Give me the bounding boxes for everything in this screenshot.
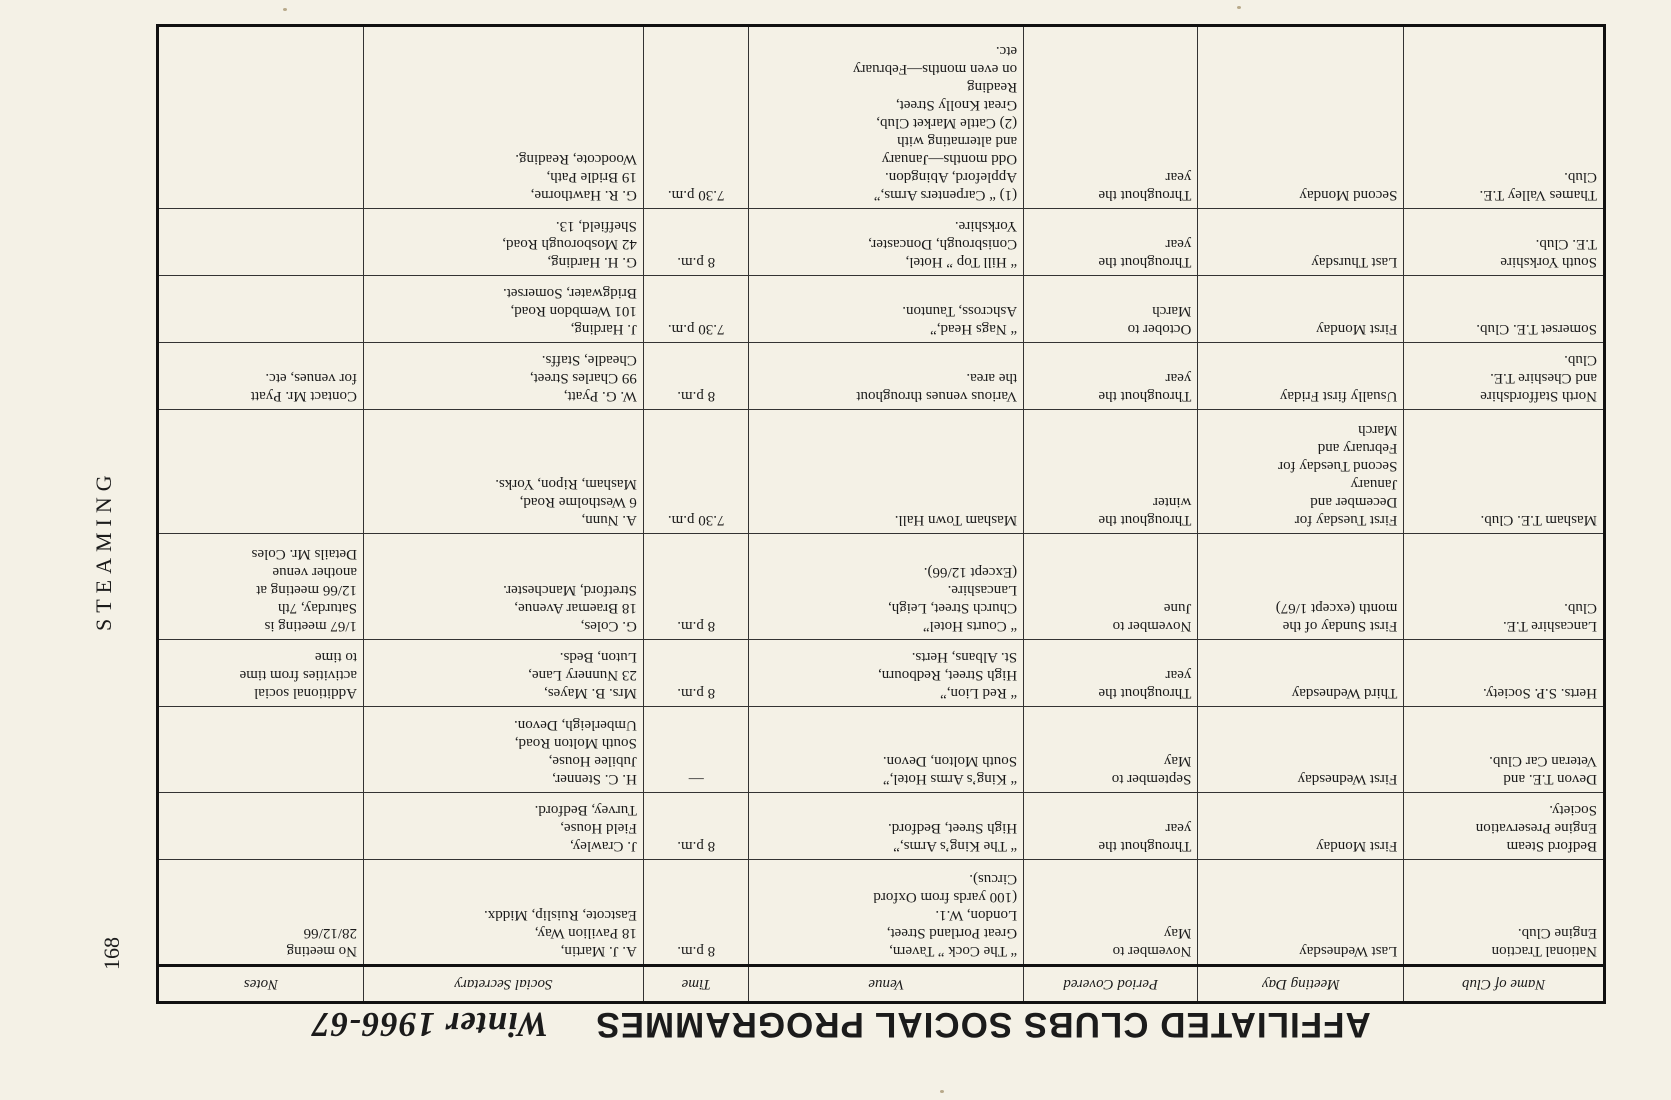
cell-club: Somerset T.E. Club. (1404, 275, 1605, 342)
cell-club: Herts. S.P. Society. (1404, 639, 1605, 706)
cell-venue: Various venues throughout the area. (749, 342, 1024, 409)
cell-day: First Sunday of the month (except 1/67) (1198, 534, 1404, 639)
cell-notes (158, 26, 364, 209)
col-header-day: Meeting Day (1198, 966, 1404, 1003)
cell-period: Throughout the year (1024, 342, 1198, 409)
paper-speck (1237, 6, 1241, 9)
cell-period: November to May (1024, 859, 1198, 965)
title-text: AFFILIATED CLUBS SOCIAL PROGRAMMES (595, 1005, 1371, 1044)
table-row (158, 409, 1605, 533)
page-title (271, 1004, 1411, 1044)
cell-secretary: G. Coles, 18 Braemar Avenue, Stretford, Manchester. (364, 534, 644, 639)
cell-day: Last Wednesday (1198, 859, 1404, 965)
cell-period: Throughout the year (1024, 208, 1198, 275)
cell-venue: (1) “ Carpenters Arms,” Appleford, Abingdon. Odd months—January and alternating with (2) Cattle Market Club, Great Knolly Street, Reading on even months—February etc. (749, 26, 1024, 209)
cell-time: 8 p.m. (643, 534, 749, 639)
cell-notes (158, 706, 364, 792)
cell-venue: “ King’s Arms Hotel,” South Molton, Devon. (749, 706, 1024, 792)
cell-venue: “ Hill Top ” Hotel, Conisbrough, Doncaster, Yorkshire. (749, 208, 1024, 275)
cell-period: November to June (1024, 534, 1198, 639)
col-header-period: Period Covered (1024, 966, 1198, 1003)
table-row (158, 792, 1605, 859)
cell-time: 8 p.m. (643, 859, 749, 965)
cell-club: South Yorkshire T.E. Club. (1404, 208, 1605, 275)
cell-notes: Contact Mr. Pyatt for venues, etc. (158, 342, 364, 409)
cell-club: Bedford Steam Engine Preservation Society. (1404, 792, 1605, 859)
table-row (158, 275, 1605, 342)
cell-secretary: A. Nunn, 6 Westholme Road, Masham, Ripon, Yorks. (364, 409, 644, 533)
col-header-club: Name of Club (1404, 966, 1605, 1003)
table-row (158, 208, 1605, 275)
header-row (158, 966, 1605, 1003)
page-number: 168 (99, 937, 124, 970)
cell-day: First Wednesday (1198, 706, 1404, 792)
cell-venue: “ Red Lion,” High Street, Redbourn, St. Albans, Herts. (749, 639, 1024, 706)
paper-speck (283, 8, 287, 11)
cell-day: Third Wednesday (1198, 639, 1404, 706)
cell-venue: “ The King’s Arms,” High Street, Bedford. (749, 792, 1024, 859)
cell-notes: 1/67 meeting is Saturday, 7th 12/66 meeting at another venue Details Mr. Coles (158, 534, 364, 639)
cell-notes (158, 275, 364, 342)
cell-venue: Masham Town Hall. (749, 409, 1024, 533)
cell-period: Throughout the year (1024, 639, 1198, 706)
cell-notes (158, 792, 364, 859)
cell-notes (158, 208, 364, 275)
cell-time: 8 p.m. (643, 639, 749, 706)
cell-day: Usually first Friday (1198, 342, 1404, 409)
cell-notes (158, 409, 364, 533)
cell-day: First Tuesday for December and January Second Tuesday for February and March (1198, 409, 1404, 533)
cell-time: 7.30 p.m. (643, 409, 749, 533)
cell-day: First Monday (1198, 792, 1404, 859)
table-row (158, 534, 1605, 639)
cell-secretary: H. C. Stenner, Jubilee House, South Molton Road, Umberleigh, Devon. (364, 706, 644, 792)
cell-club: Lancashire T.E. Club. (1404, 534, 1605, 639)
cell-time: 8 p.m. (643, 792, 749, 859)
table-row (158, 639, 1605, 706)
cell-period: Throughout the winter (1024, 409, 1198, 533)
cell-period: Throughout the year (1024, 26, 1198, 209)
table-row (158, 342, 1605, 409)
cell-club: Masham T.E. Club. (1404, 409, 1605, 533)
col-header-notes: Notes (158, 966, 364, 1003)
cell-secretary: J. Crawley, Field House, Turvey, Bedford. (364, 792, 644, 859)
cell-club: North Staffordshire and Cheshire T.E. Club. (1404, 342, 1605, 409)
cell-notes: No meeting 28/12/66 (158, 859, 364, 965)
cell-venue: “ Courts Hotel” Church Street, Leigh, Lancashire. (Except 12/66). (749, 534, 1024, 639)
cell-day: First Monday (1198, 275, 1404, 342)
cell-club: National Traction Engine Club. (1404, 859, 1605, 965)
cell-club: Devon T.E. and Veteran Car Club. (1404, 706, 1605, 792)
cell-day: Last Thursday (1198, 208, 1404, 275)
paper-speck (940, 1090, 944, 1093)
col-header-secretary: Social Secretary (364, 966, 644, 1003)
col-header-time: Time (643, 966, 749, 1003)
cell-secretary: Mrs. B. Mayes, 23 Nunnery Lane, Luton, Beds. (364, 639, 644, 706)
cell-secretary: G. H. Harding, 42 Mosborough Road, Sheffield, 13. (364, 208, 644, 275)
cell-time: 8 p.m. (643, 342, 749, 409)
cell-venue: “ The Cock ” Tavern, Great Portland Street, London, W.1. (100 yards from Oxford Circus). (749, 859, 1024, 965)
table-row (158, 706, 1605, 792)
cell-period: Throughout the year (1024, 792, 1198, 859)
table-row (158, 859, 1605, 965)
clubs-table (156, 24, 1606, 1004)
cell-secretary: J. Harding, 101 Wembdon Road, Bridgwater, Somerset. (364, 275, 644, 342)
running-head: STEAMING (91, 469, 116, 631)
cell-period: September to May (1024, 706, 1198, 792)
cell-time: — (643, 706, 749, 792)
cell-venue: “ Nags Head,” Ashcross, Taunton. (749, 275, 1024, 342)
title-subtitle: Winter 1966-67 (311, 1005, 549, 1044)
cell-day: Second Monday (1198, 26, 1404, 209)
cell-time: 8 p.m. (643, 208, 749, 275)
cell-time: 7.30 p.m. (643, 26, 749, 209)
table-row (158, 26, 1605, 209)
col-header-venue: Venue (749, 966, 1024, 1003)
cell-secretary: A. J. Martin, 18 Pavilion Way, Eastcote, Ruislip, Middx. (364, 859, 644, 965)
cell-time: 7.30 p.m. (643, 275, 749, 342)
cell-notes: Additional social activities from time to time (158, 639, 364, 706)
cell-club: Thames Valley T.E. Club. (1404, 26, 1605, 209)
cell-secretary: W. G. Pyatt, 99 Charles Street, Cheadle, Staffs. (364, 342, 644, 409)
cell-secretary: G. R. Hawthorne, 19 Bridle Path, Woodcote, Reading. (364, 26, 644, 209)
cell-period: October to March (1024, 275, 1198, 342)
